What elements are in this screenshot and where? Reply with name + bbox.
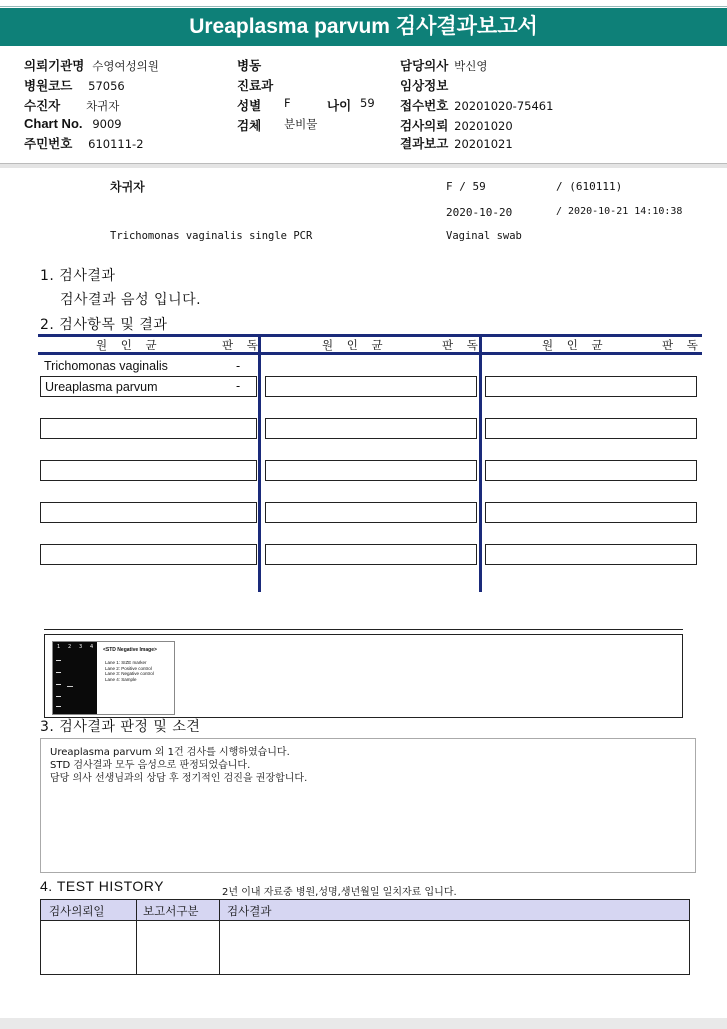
empty-cell — [265, 544, 477, 565]
hospital-code-label: 병원코드 — [24, 78, 73, 93]
col-judgement-1: 판 독 — [222, 338, 263, 352]
col-judgement-3: 판 독 — [662, 338, 703, 352]
history-col-request-date: 검사의뢰일 — [49, 904, 105, 918]
info-row-patient — [24, 96, 119, 114]
gel-lane-label: 3 — [79, 644, 83, 650]
clinical-label: 임상정보 — [400, 78, 449, 93]
col-pathogen-2: 원 인 균 — [322, 338, 388, 352]
empty-cell — [265, 418, 477, 439]
section1-summary: 검사결과 음성 입니다. — [60, 292, 202, 308]
empty-cell — [40, 502, 257, 523]
gel-band — [56, 672, 61, 673]
info-row-chart-no — [24, 116, 122, 131]
patient-sex-age: F / 59 — [446, 180, 486, 193]
empty-cell — [485, 376, 697, 397]
comment-line: 담당 의사 선생님과의 상담 후 정기적인 검진을 권장합니다. — [50, 773, 308, 784]
comment-line: STD 검사결과 모두 음성으로 판정되었습니다. — [50, 760, 251, 771]
empty-cell — [40, 544, 257, 565]
empty-cell — [40, 460, 257, 481]
chart-no-value: 9009 — [92, 117, 122, 131]
report-datetime: / 2020-10-21 14:10:38 — [556, 206, 683, 217]
gel-legend — [105, 660, 154, 682]
patient-name: 차귀자 — [110, 180, 145, 194]
institution-label: 의뢰기관명 — [24, 58, 85, 73]
request-label: 검사의뢰 — [400, 118, 449, 133]
history-header — [41, 900, 689, 921]
receipt-no-label: 접수번호 — [400, 98, 449, 113]
table-divider-1 — [258, 334, 261, 592]
section4-note: 2년 이내 자료중 병원,성명,생년월일 일치자료 입니다. — [222, 887, 457, 898]
patient-value: 차귀자 — [86, 99, 120, 113]
history-col-divider — [136, 900, 137, 974]
gel-legend-item: Lane 3: Negative control — [105, 671, 154, 676]
info-row-request — [400, 116, 513, 134]
empty-cell — [265, 376, 477, 397]
gel-image — [53, 642, 97, 714]
section4-title: 4. TEST HISTORY — [40, 878, 164, 894]
empty-cell — [485, 460, 697, 481]
section3-title: 3. 검사결과 판정 및 소견 — [40, 719, 201, 735]
gel-lane-label: 4 — [90, 644, 94, 650]
receipt-no-value: 20201020-75461 — [454, 99, 554, 113]
history-col-divider — [219, 900, 220, 974]
dept-label: 진료과 — [237, 78, 274, 93]
age-value: 59 — [360, 96, 375, 110]
gel-band — [56, 660, 61, 661]
resident-no-label: 주민번호 — [24, 136, 73, 151]
chart-no-label: Chart No. — [24, 116, 83, 131]
doctor-value: 박신영 — [454, 59, 488, 73]
report-value: 20201021 — [454, 137, 513, 151]
specimen-type: Vaginal swab — [446, 230, 522, 242]
gel-legend-item: Lane 4: Sample — [105, 676, 137, 682]
gel-band — [67, 686, 73, 687]
result-row-value: - — [236, 379, 241, 393]
gel-band — [56, 696, 61, 697]
empty-cell — [485, 544, 697, 565]
history-col-report-type: 보고서구분 — [143, 904, 199, 918]
gel-image-card — [52, 641, 175, 715]
doctor-label: 담당의사 — [400, 58, 449, 73]
header-separator — [0, 163, 727, 168]
gel-lane-label: 2 — [68, 644, 72, 650]
result-row-value: - — [236, 359, 241, 373]
gel-legend-item: Lane 1: SIZE marker — [105, 660, 147, 665]
col-judgement-2: 판 독 — [442, 338, 483, 352]
ward-label: 병동 — [237, 58, 262, 73]
empty-cell — [40, 418, 257, 439]
info-row-report — [400, 134, 513, 152]
result-row-name: Ureaplasma parvum — [45, 380, 158, 394]
comment-line: Ureaplasma parvum 외 1건 검사를 시행하였습니다. — [50, 747, 290, 758]
gel-title: <STD Negative Image> — [103, 647, 157, 653]
patient-id: / (610111) — [556, 180, 623, 193]
footer-bar — [0, 1018, 727, 1029]
age-label: 나이 — [327, 98, 352, 113]
gel-lane-label: 1 — [57, 644, 61, 650]
institution-value: 수영여성의원 — [92, 59, 159, 73]
sex-value: F — [284, 96, 291, 110]
sex-label: 성별 — [237, 98, 262, 113]
request-value: 20201020 — [454, 119, 513, 133]
history-table — [40, 899, 690, 975]
empty-cell — [485, 418, 697, 439]
resident-no-value: 610111-2 — [88, 137, 144, 151]
gel-band — [56, 706, 61, 707]
report-label: 결과보고 — [400, 136, 449, 151]
gel-band — [56, 684, 61, 685]
result-row-name: Trichomonas vaginalis — [44, 359, 168, 373]
specimen-value: 분비물 — [284, 117, 318, 131]
col-pathogen-3: 원 인 균 — [542, 338, 608, 352]
info-row-receipt-no — [400, 96, 553, 114]
table-divider-2 — [479, 334, 482, 592]
patient-label: 수진자 — [24, 98, 61, 113]
info-row-doctor — [400, 56, 487, 74]
empty-cell — [265, 502, 477, 523]
gel-legend-item: Lane 2: Positive control — [105, 665, 152, 671]
empty-cell — [485, 502, 697, 523]
test-name: Trichomonas vaginalis single PCR — [110, 230, 313, 242]
empty-cell — [265, 460, 477, 481]
info-row-clinical — [400, 76, 448, 94]
info-row-hospital-code — [24, 76, 125, 94]
specimen-label: 검체 — [237, 118, 262, 133]
request-date: 2020-10-20 — [446, 206, 513, 219]
info-row-resident-no — [24, 134, 144, 152]
section1-title: 1. 검사결과 — [40, 268, 116, 284]
info-row-institution — [24, 56, 159, 74]
report-title: Ureaplasma parvum 검사결과보고서 — [0, 8, 727, 46]
hospital-code-value: 57056 — [88, 79, 125, 93]
history-col-result: 검사결과 — [227, 904, 272, 918]
top-border — [0, 6, 727, 7]
gel-panel-top-rule — [44, 629, 683, 630]
comment-box — [40, 738, 696, 873]
col-pathogen-1: 원 인 균 — [96, 338, 162, 352]
section2-title: 2. 검사항목 및 결과 — [40, 317, 168, 333]
